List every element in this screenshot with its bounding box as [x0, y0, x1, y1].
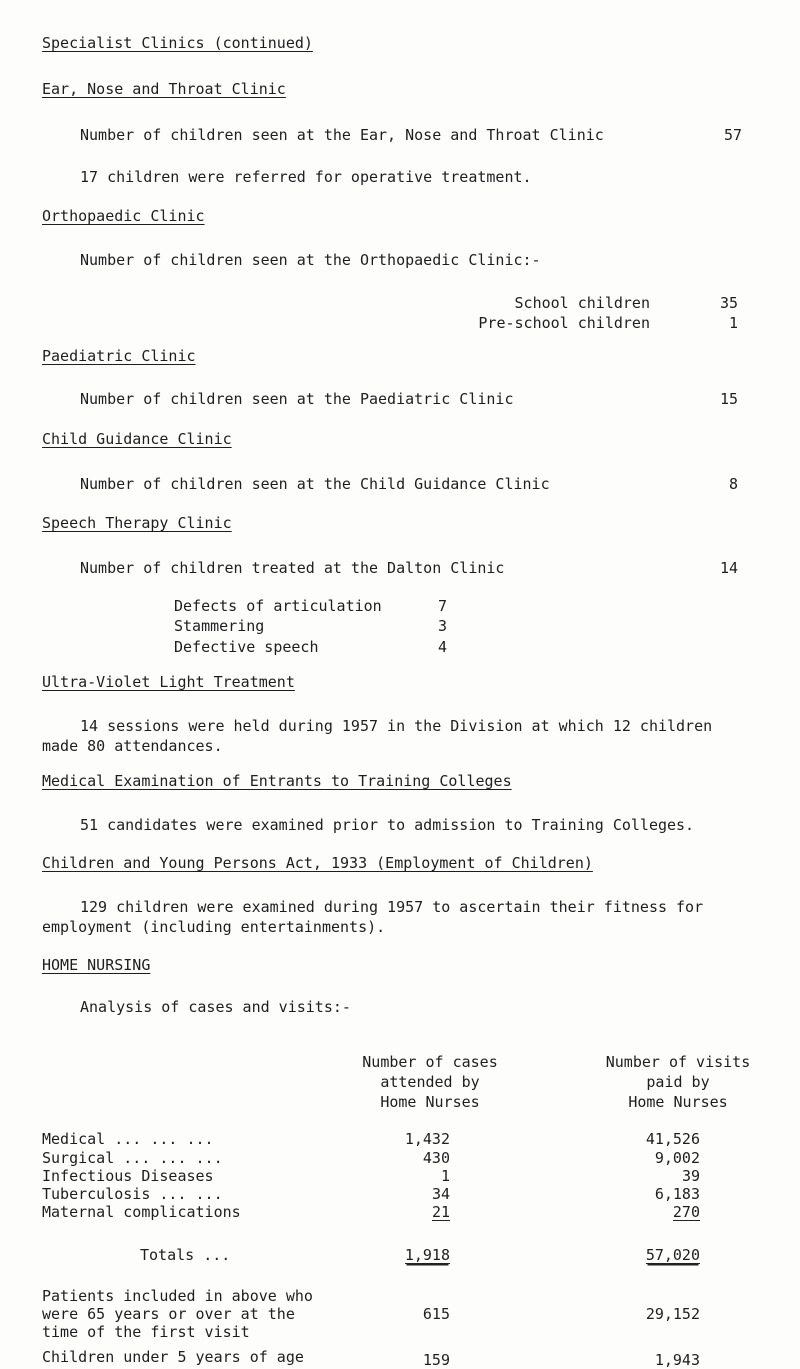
table-row-visits: 9,002: [654, 1149, 700, 1167]
extra-row-cases: 615: [422, 1305, 450, 1323]
totals-cases: 1,918: [404, 1246, 450, 1264]
visits-header-line: paid by: [646, 1073, 710, 1091]
extra-row-visits: 29,152: [645, 1305, 700, 1323]
cases-header-line: Home Nurses: [380, 1093, 480, 1111]
employment-heading: Children and Young Persons Act, 1933 (Employment of Children): [42, 854, 593, 872]
extra-row-label: were 65 years or over at the: [42, 1305, 295, 1323]
table-row-cases: 1: [440, 1167, 450, 1185]
cases-header-line: attended by: [380, 1073, 480, 1091]
table-row-cases: 34: [431, 1185, 450, 1203]
ortho-heading: Orthopaedic Clinic: [42, 207, 205, 225]
leader-dots: ... ... ...: [123, 1149, 223, 1167]
extra-row-label: Patients included in above who: [42, 1287, 313, 1305]
training-heading: Medical Examination of Entrants to Training Colleges: [42, 772, 512, 790]
ortho-row-value: 35: [719, 294, 738, 312]
ortho-row-value: 1: [728, 314, 738, 332]
table-row-label: Maternal complications: [42, 1203, 241, 1221]
speech-value: 14: [719, 559, 738, 577]
speech-row-value: 4: [438, 638, 448, 656]
paed-value: 15: [719, 390, 738, 408]
paed-heading: Paediatric Clinic: [42, 347, 196, 365]
table-row-visits: 39: [681, 1167, 700, 1185]
table-row-label: Surgical ... ... ...: [42, 1149, 223, 1167]
speech-row-label: Defects of articulation: [174, 597, 382, 615]
totals-visits: 57,020: [645, 1246, 700, 1264]
leader-dots: ... ... ...: [114, 1130, 214, 1148]
totals-label: Totals ...: [140, 1246, 231, 1264]
table-row-visits: 6,183: [654, 1185, 700, 1203]
speech-heading: Speech Therapy Clinic: [42, 514, 232, 532]
extra-row-cases: 159: [422, 1351, 450, 1369]
table-row-label: Medical ... ... ...: [42, 1130, 214, 1148]
employment-text-line2: employment (including entertainments).: [42, 918, 386, 936]
training-text: 51 candidates were examined prior to admission to Training Colleges.: [80, 816, 695, 834]
employment-text-line1: 129 children were examined during 1957 to ascertain their fitness for: [80, 898, 704, 916]
cg-label: Number of children seen at the Child Guidance Clinic: [80, 475, 550, 493]
uv-text-line2: made 80 attendances.: [42, 737, 223, 755]
visits-header-line: Home Nurses: [628, 1093, 728, 1111]
ent-referred: 17 children were referred for operative treatment.: [80, 168, 532, 186]
speech-row-label: Defective speech: [174, 638, 319, 656]
ent-heading: Ear, Nose and Throat Clinic: [42, 80, 286, 98]
nursing-intro: Analysis of cases and visits:-: [80, 998, 351, 1016]
uv-text-line1: 14 sessions were held during 1957 in the Division at which 12 children: [80, 717, 713, 735]
table-row-cases: 1,432: [404, 1130, 450, 1148]
paed-label: Number of children seen at the Paediatric Clinic: [80, 390, 514, 408]
table-row-label: Tuberculosis ... ...: [42, 1185, 223, 1203]
visits-header-line: Number of visits: [605, 1053, 751, 1071]
page-header: Specialist Clinics (continued): [42, 34, 313, 52]
table-row-cases: 430: [422, 1149, 450, 1167]
table-row-visits: 270: [672, 1203, 700, 1221]
speech-row-value: 7: [438, 597, 448, 615]
cg-heading: Child Guidance Clinic: [42, 430, 232, 448]
ortho-intro: Number of children seen at the Orthopaedic Clinic:-: [80, 251, 541, 269]
nursing-heading: HOME NURSING: [42, 956, 151, 974]
extra-row-visits: 1,943: [654, 1351, 700, 1369]
cases-header-line: Number of cases: [362, 1053, 498, 1071]
leader-dots: ... ...: [159, 1185, 223, 1203]
extra-row-label: Children under 5 years of age: [42, 1348, 304, 1366]
ent-seen-value: 57: [723, 126, 742, 144]
ortho-row-label: School children: [514, 294, 650, 312]
ortho-row-label: Pre-school children: [478, 314, 650, 332]
table-row-cases: 21: [431, 1203, 450, 1221]
ent-seen-label: Number of children seen at the Ear, Nose and Throat Clinic: [80, 126, 604, 144]
extra-row-label: time of the first visit: [42, 1323, 250, 1341]
speech-row-label: Stammering: [174, 617, 265, 635]
speech-row-value: 3: [438, 617, 448, 635]
uv-heading: Ultra-Violet Light Treatment: [42, 673, 295, 691]
cg-value: 8: [728, 475, 738, 493]
table-row-visits: 41,526: [645, 1130, 700, 1148]
speech-label: Number of children treated at the Dalton Clinic: [80, 559, 505, 577]
table-row-label: Infectious Diseases: [42, 1167, 214, 1185]
